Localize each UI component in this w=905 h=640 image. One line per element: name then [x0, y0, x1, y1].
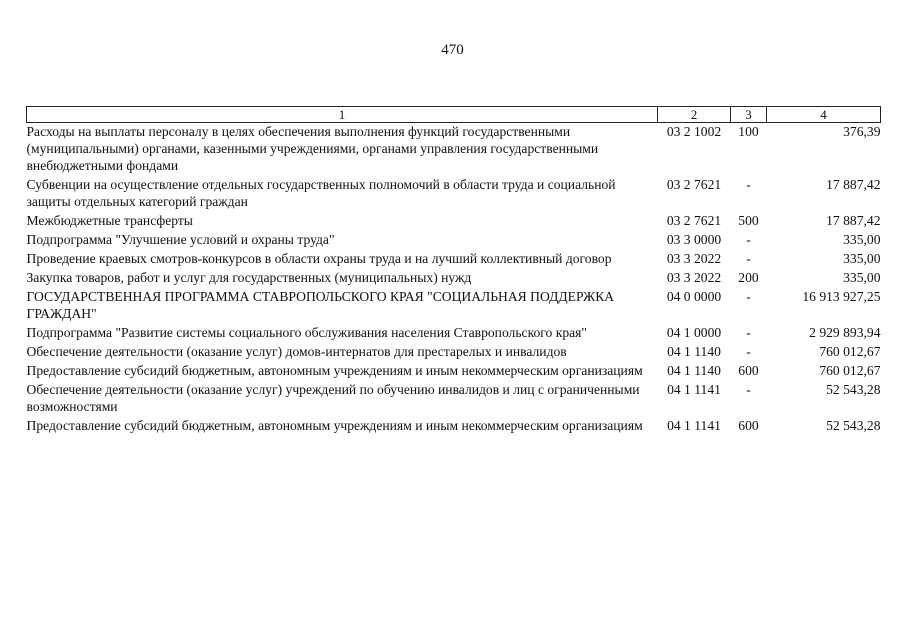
- table-row: [27, 123, 881, 177]
- table-row: [27, 324, 881, 343]
- row-amount: 17 887,42: [826, 213, 881, 228]
- table-header: [27, 107, 881, 123]
- row-amount: 335,00: [843, 270, 881, 285]
- table-body: [27, 123, 881, 437]
- table-row: [27, 212, 881, 231]
- row-amount: 335,00: [843, 232, 881, 247]
- row-expense-type: 500: [738, 213, 759, 228]
- row-code: 04 1 0000: [666, 325, 722, 340]
- column-header-4: 4: [767, 107, 881, 123]
- row-code: 04 1 1140: [667, 344, 721, 359]
- row-name: Расходы на выплаты персоналу в целях обеспечения выполнения функций государственными (муниципальными) органами, казенными учреждениями, органами управления государственными внебюджетными фондами: [26, 124, 599, 173]
- table-row: [27, 269, 881, 288]
- row-code: 04 1 1141: [667, 418, 721, 433]
- row-amount: 760 012,67: [819, 363, 881, 378]
- column-header-2: 2: [658, 107, 731, 123]
- table-row: [27, 343, 881, 362]
- row-code: 03 2 1002: [666, 124, 722, 139]
- row-amount: 52 543,28: [826, 418, 881, 433]
- row-amount: 16 913 927,25: [802, 289, 881, 304]
- table-row: [27, 176, 881, 212]
- row-amount: 2 929 893,94: [809, 325, 881, 340]
- row-name: Межбюджетные трансферты: [26, 213, 193, 228]
- row-amount: 335,00: [843, 251, 881, 266]
- table-row: [27, 417, 881, 436]
- row-code: 03 3 2022: [666, 270, 722, 285]
- row-amount: 17 887,42: [826, 177, 881, 192]
- row-name: Обеспечение деятельности (оказание услуг) учреждений по обучению инвалидов и лиц с ограниченными возможностями: [26, 382, 640, 414]
- budget-table: [26, 106, 881, 436]
- row-name: Подпрограмма "Улучшение условий и охраны труда": [26, 232, 335, 247]
- table-row: [27, 288, 881, 324]
- row-code: 04 1 1140: [667, 363, 721, 378]
- row-code: 03 3 2022: [666, 251, 722, 266]
- row-expense-type: 200: [738, 270, 759, 285]
- row-expense-type: -: [746, 344, 751, 359]
- row-name: Предоставление субсидий бюджетным, автономным учреждениям и иным некоммерческим организациям: [26, 363, 643, 378]
- row-code: 03 3 0000: [666, 232, 722, 247]
- row-name: Предоставление субсидий бюджетным, автономным учреждениям и иным некоммерческим организациям: [26, 418, 643, 433]
- row-name: Закупка товаров, работ и услуг для государственных (муниципальных) нужд: [26, 270, 472, 285]
- row-name: Субвенции на осуществление отдельных государственных полномочий в области труда и социальной защиты отдельных категорий граждан: [26, 177, 616, 209]
- row-expense-type: 600: [738, 418, 759, 433]
- page-number: 470: [441, 42, 464, 58]
- row-code: 03 2 7621: [666, 177, 722, 192]
- row-name: Проведение краевых смотров-конкурсов в области охраны труда и на лучший коллективный договор: [26, 251, 612, 266]
- row-name: Подпрограмма "Развитие системы социального обслуживания населения Ставропольского края": [26, 325, 587, 340]
- row-expense-type: -: [746, 251, 751, 266]
- row-amount: 52 543,28: [826, 382, 881, 397]
- row-amount: 376,39: [843, 124, 881, 139]
- row-name: ГОСУДАРСТВЕННАЯ ПРОГРАММА СТАВРОПОЛЬСКОГО КРАЯ "СОЦИАЛЬНАЯ ПОДДЕРЖКА ГРАЖДАН": [26, 289, 615, 321]
- row-code: 04 0 0000: [666, 289, 722, 304]
- row-expense-type: -: [746, 232, 751, 247]
- row-expense-type: -: [746, 382, 751, 397]
- row-name: Обеспечение деятельности (оказание услуг) домов-интернатов для престарелых и инвалидов: [26, 344, 567, 359]
- row-code: 03 2 7621: [666, 213, 722, 228]
- column-header-1: 1: [27, 107, 658, 123]
- table-row: [27, 231, 881, 250]
- row-expense-type: 600: [738, 363, 759, 378]
- row-amount: 760 012,67: [819, 344, 881, 359]
- column-header-3: 3: [731, 107, 767, 123]
- row-code: 04 1 1141: [667, 382, 721, 397]
- table-row: [27, 362, 881, 381]
- table-row: [27, 250, 881, 269]
- table-row: [27, 381, 881, 417]
- row-expense-type: -: [746, 325, 751, 340]
- row-expense-type: -: [746, 177, 751, 192]
- row-expense-type: 100: [738, 124, 759, 139]
- row-expense-type: -: [746, 289, 751, 304]
